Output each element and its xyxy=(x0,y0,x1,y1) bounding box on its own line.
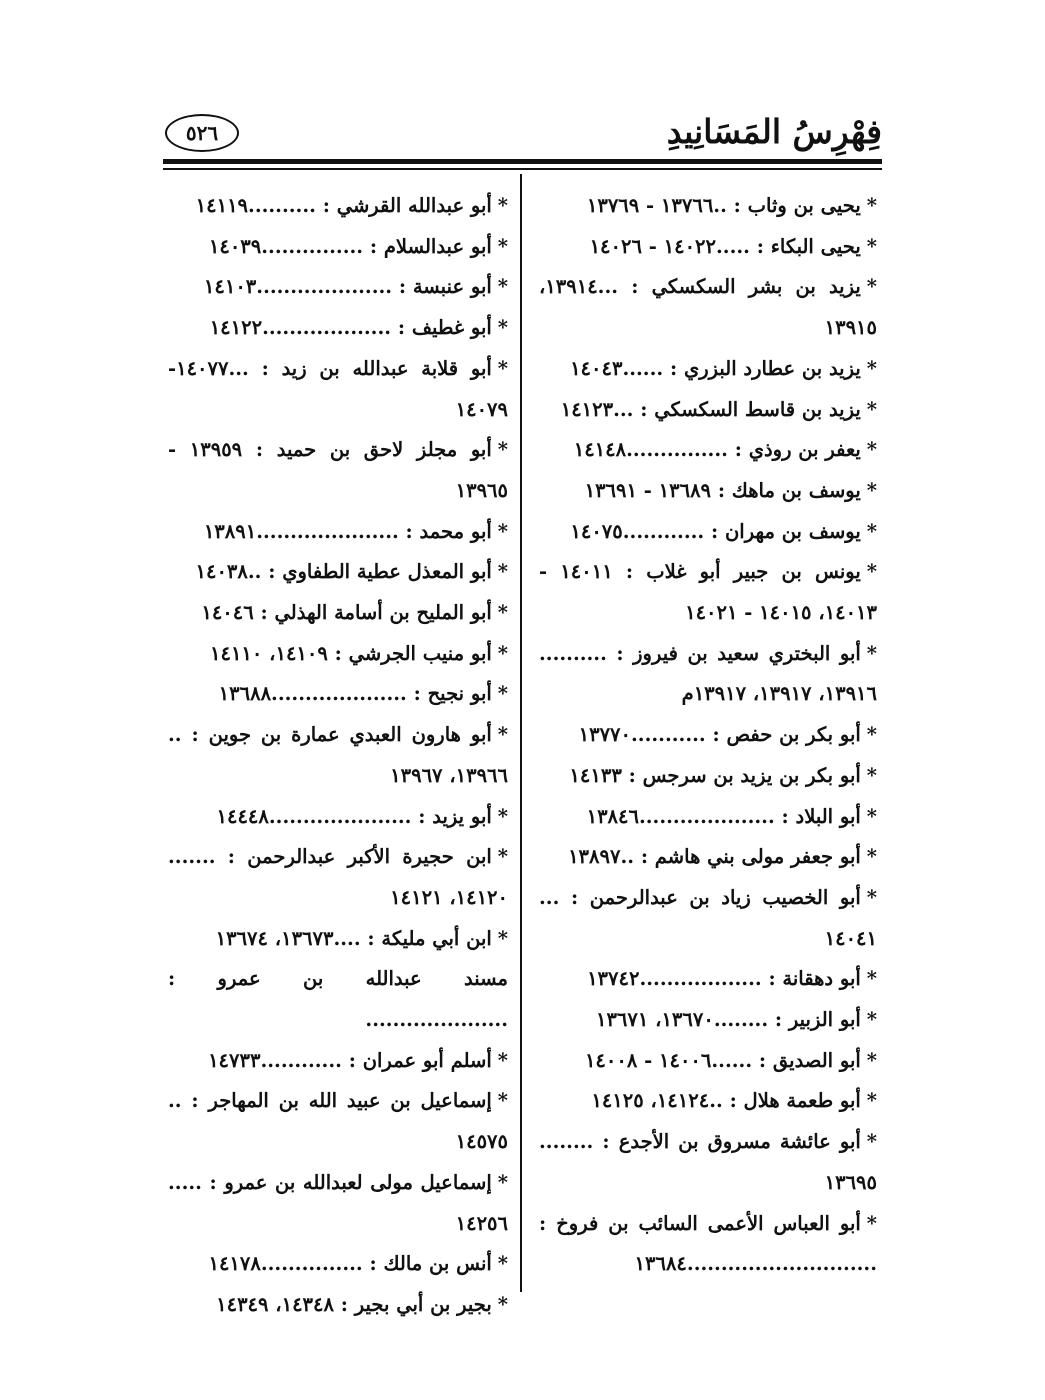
index-entry xyxy=(539,471,877,512)
index-entry xyxy=(539,797,877,838)
index-entry xyxy=(168,430,508,511)
entry-bullet: * xyxy=(866,356,877,380)
entry-bullet: * xyxy=(497,194,508,217)
entry-text: ابن حجيرة الأكبر عبدالرحمن : ....... ١٤١٢٠، ١٤١٢١ xyxy=(168,845,508,909)
page-number: ٥٢٦ xyxy=(185,121,219,145)
entry-bullet: * xyxy=(866,478,877,502)
index-column-left xyxy=(168,186,508,1326)
entry-text: يعفر بن روذي : ...............١٤١٤٨ xyxy=(573,438,861,462)
entry-bullet: * xyxy=(497,1252,508,1276)
entry-bullet: * xyxy=(497,1048,508,1072)
entry-bullet: * xyxy=(866,438,877,462)
entry-bullet: * xyxy=(866,560,877,584)
index-entry xyxy=(168,308,508,349)
entry-text: أبو عائشة مسروق بن الأجدع : ........ ١٣٦٩٥ xyxy=(539,1130,877,1194)
entry-bullet: * xyxy=(866,1008,877,1032)
entry-bullet: * xyxy=(497,560,508,584)
entry-text: يزيد بن عطارد البزري : ......١٤٠٤٣ xyxy=(570,356,861,380)
index-entry xyxy=(168,349,508,430)
index-entry xyxy=(168,593,508,634)
index-entry xyxy=(539,512,877,553)
entry-text: مسند عبدالله بن عمرو : ..................... xyxy=(168,967,508,1032)
entry-bullet: * xyxy=(866,804,877,828)
entry-bullet: * xyxy=(866,967,877,991)
entry-bullet: * xyxy=(497,601,508,625)
column-divider xyxy=(520,174,522,1292)
entry-text: أبو عبدالله القرشي : ..........١٤١١٩ xyxy=(195,194,492,217)
index-entry xyxy=(539,1000,877,1041)
entry-text: أبو البختري سعيد بن فيروز : .......... ١٣٩١٦، ١٣٩١٧، ١٣٩١٧م xyxy=(539,641,877,706)
entry-text: يحيى بن وثاب : ..١٣٧٦٦ - ١٣٧٦٩ xyxy=(586,194,861,217)
index-entry xyxy=(168,674,508,715)
entry-text: أبو هارون العبدي عمارة بن جوين : .. ١٣٩٦٦، ١٣٩٦٧ xyxy=(168,723,508,787)
entry-text: أبو قلابة عبدالله بن زيد : ...١٤٠٧٧- ١٤٠٧٩ xyxy=(168,356,508,421)
index-entry xyxy=(168,552,508,593)
index-entry xyxy=(168,797,508,838)
entry-text: ابن أبي مليكة : ....١٣٦٧٣، ١٣٦٧٤ xyxy=(215,926,492,950)
index-entry xyxy=(168,837,508,918)
entry-text: يوسف بن ماهك : ١٣٦٨٩ - ١٣٦٩١ xyxy=(584,478,861,502)
header-rule-thick xyxy=(163,159,882,164)
entry-text: إسماعيل بن عبيد الله بن المهاجر : .. ١٤٥٧٥ xyxy=(168,1089,508,1154)
entry-bullet: * xyxy=(497,1292,508,1316)
index-column-right xyxy=(539,186,877,1285)
entry-text: بجير بن أبي بجير : ١٤٣٤٨، ١٤٣٤٩ xyxy=(216,1292,492,1316)
header-rule-thin xyxy=(163,168,882,170)
entry-bullet: * xyxy=(866,845,877,869)
index-entry xyxy=(168,959,508,1040)
entry-bullet: * xyxy=(497,356,508,380)
entry-bullet: * xyxy=(866,641,877,665)
entry-text: أبو مجلز لاحق بن حميد : ١٣٩٥٩ - ١٣٩٦٥ xyxy=(168,438,508,502)
entry-bullet: * xyxy=(497,438,508,462)
index-entry xyxy=(168,634,508,675)
entry-text: أبو البلاد : ....................١٣٨٤٦ xyxy=(586,804,861,828)
index-entry xyxy=(168,919,508,960)
entry-bullet: * xyxy=(497,682,508,706)
entry-text: يزيد بن قاسط السكسكي : ...١٤١٢٣ xyxy=(560,397,861,421)
index-entry xyxy=(168,1244,508,1285)
entry-text: أبو المعذل عطية الطفاوي : ..١٤٠٣٨ xyxy=(195,560,492,584)
page-number-badge xyxy=(165,114,239,152)
entry-text: أبو نجيح : ....................١٣٦٨٨ xyxy=(218,682,492,706)
entry-bullet: * xyxy=(497,234,508,258)
index-entry xyxy=(539,1204,877,1285)
entry-bullet: * xyxy=(866,1130,877,1154)
entry-bullet: * xyxy=(497,1170,508,1194)
index-entry xyxy=(539,756,877,797)
entry-bullet: * xyxy=(497,723,508,747)
entry-text: إسماعيل مولى لعبدالله بن عمرو : ..... ١٤٢٥٦ xyxy=(168,1170,508,1235)
entry-bullet: * xyxy=(866,1048,877,1072)
index-entry xyxy=(539,430,877,471)
entry-bullet: * xyxy=(866,519,877,543)
entry-bullet: * xyxy=(497,1089,508,1113)
entry-text: أبو الخصيب زياد بن عبدالرحمن : ... ١٤٠٤١ xyxy=(539,885,877,950)
entry-text: أبو طعمة هلال : ..١٤١٢٤، ١٤١٢٥ xyxy=(591,1089,861,1113)
entry-bullet: * xyxy=(866,397,877,421)
index-entry xyxy=(539,390,877,431)
entry-text: أبو جعفر مولى بني هاشم : ..١٣٨٩٧ xyxy=(568,845,861,869)
index-entry xyxy=(539,186,877,227)
index-entry xyxy=(168,512,508,553)
entry-bullet: * xyxy=(866,763,877,787)
entry-text: أبو يزيد : .....................١٤٤٤٨ xyxy=(216,804,492,828)
entry-bullet: * xyxy=(866,723,877,747)
entry-text: أبو الزبير : ........١٣٦٧٠، ١٣٦٧١ xyxy=(595,1008,861,1032)
entry-bullet: * xyxy=(497,519,508,543)
entry-bullet: * xyxy=(866,234,877,258)
page-title: فِهْرِسُ المَسَانِيدِ xyxy=(666,112,882,151)
index-entry xyxy=(168,1041,508,1082)
entry-bullet: * xyxy=(497,926,508,950)
entry-text: يحيى البكاء : .....١٤٠٢٢ - ١٤٠٢٦ xyxy=(589,234,861,258)
index-entry xyxy=(168,227,508,268)
entry-bullet: * xyxy=(497,641,508,665)
index-entry xyxy=(539,715,877,756)
index-entry xyxy=(168,1285,508,1326)
entry-text: أنس بن مالك : ...............١٤١٧٨ xyxy=(208,1252,492,1276)
entry-text: أبو دهقانة : ..................١٣٧٤٢ xyxy=(587,967,861,991)
entry-bullet: * xyxy=(497,845,508,869)
entry-text: يزيد بن بشر السكسكي : ...١٣٩١٤، ١٣٩١٥ xyxy=(539,275,877,340)
index-entry xyxy=(539,349,877,390)
index-entry xyxy=(539,878,877,959)
entry-text: أسلم أبو عمران : ............١٤٧٣٣ xyxy=(208,1048,492,1072)
entry-text: أبو العباس الأعمى السائب بن فروخ : ............................١٣٦٨٤ xyxy=(539,1211,877,1276)
page-header xyxy=(163,108,882,164)
index-entry xyxy=(539,837,877,878)
entry-bullet: * xyxy=(866,1089,877,1113)
index-entry xyxy=(168,715,508,796)
entry-text: أبو بكر بن حفص : ...........١٣٧٧٠ xyxy=(578,723,861,747)
index-entry xyxy=(539,1081,877,1122)
entry-text: أبو بكر بن يزيد بن سرجس : ١٤١٣٣ xyxy=(569,763,861,787)
entry-text: أبو منيب الجرشي : ١٤١٠٩، ١٤١١٠ xyxy=(210,641,492,665)
entry-text: أبو عنبسة : ....................١٤١٠٣ xyxy=(203,275,492,299)
entry-text: يوسف بن مهران : ............١٤٠٧٥ xyxy=(570,519,861,543)
entry-text: أبو غطيف : ...................١٤١٢٢ xyxy=(209,316,492,340)
entry-bullet: * xyxy=(866,194,877,217)
index-entry xyxy=(168,1081,508,1162)
entry-text: أبو المليح بن أسامة الهذلي : ١٤٠٤٦ xyxy=(201,601,492,625)
entry-text: يونس بن جبير أبو غلاب : ١٤٠١١ - ١٤٠١٣، ١٤٠١٥ - ١٤٠٢١ xyxy=(539,560,877,625)
index-entry xyxy=(539,1122,877,1203)
entry-bullet: * xyxy=(866,275,877,299)
entry-bullet: * xyxy=(497,316,508,340)
index-entry xyxy=(539,634,877,715)
index-entry xyxy=(168,186,508,227)
index-entry xyxy=(539,267,877,348)
entry-text: أبو عبدالسلام : ...............١٤٠٣٩ xyxy=(208,234,492,258)
index-entry xyxy=(539,1041,877,1082)
index-entry xyxy=(168,267,508,308)
entry-bullet: * xyxy=(497,275,508,299)
entry-text: أبو الصديق : ......١٤٠٠٦ - ١٤٠٠٨ xyxy=(584,1048,861,1072)
index-entry xyxy=(539,959,877,1000)
entry-text: أبو محمد : .....................١٣٨٩١ xyxy=(203,519,492,543)
entry-bullet: * xyxy=(866,1211,877,1235)
index-entry xyxy=(539,227,877,268)
entry-bullet: * xyxy=(497,804,508,828)
index-entry xyxy=(539,552,877,633)
entry-bullet: * xyxy=(866,885,877,909)
index-entry xyxy=(168,1163,508,1244)
